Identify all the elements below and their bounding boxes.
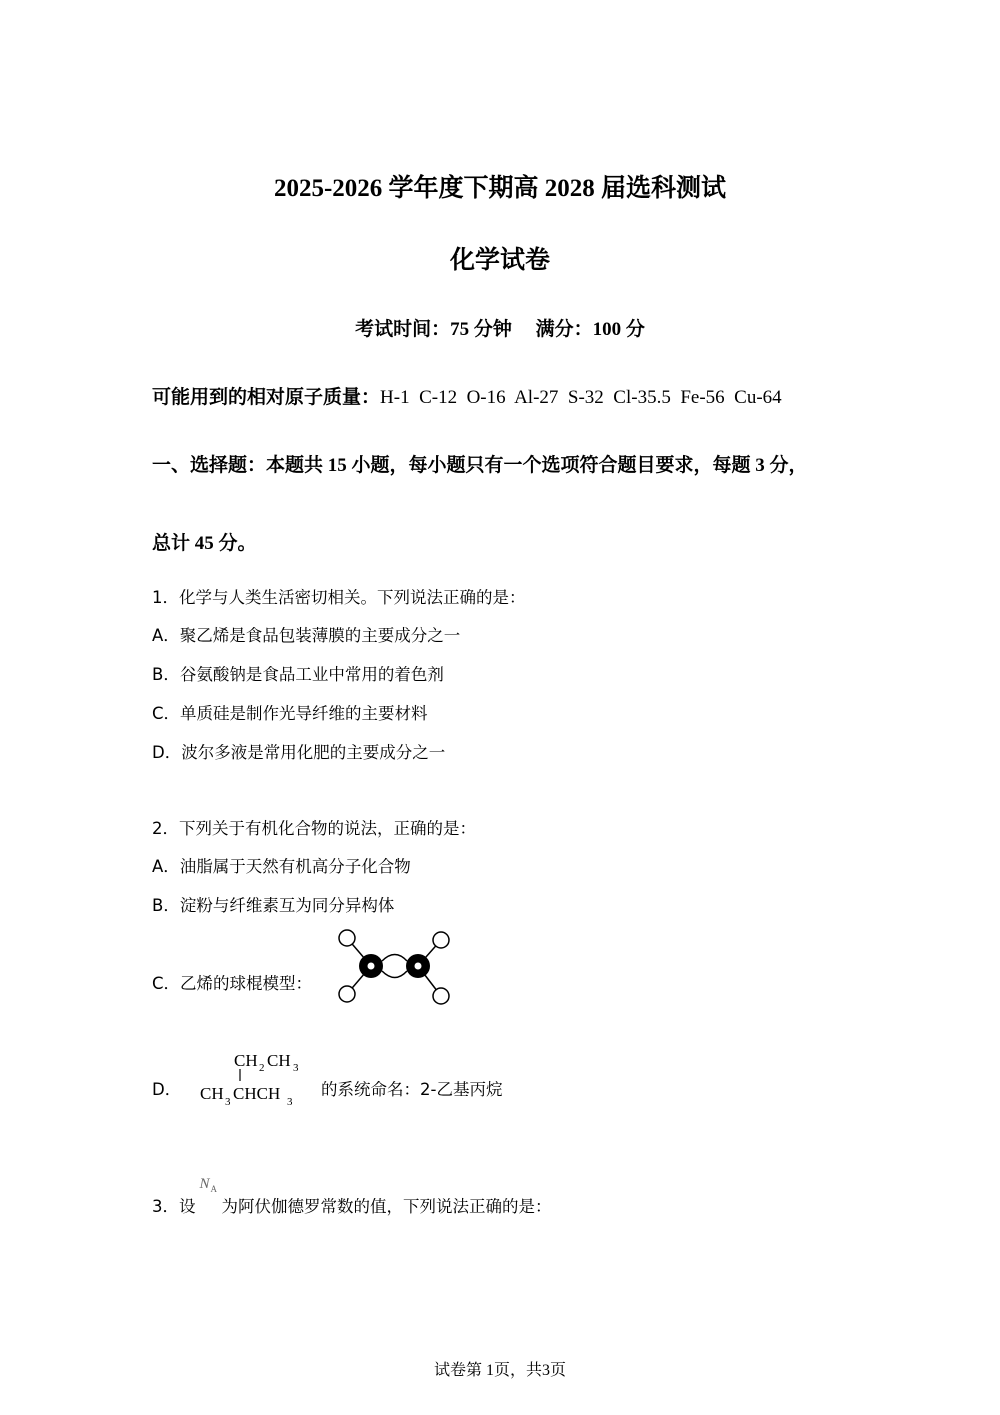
atomic-masses [152, 382, 782, 409]
formula-top-sub1: 2 [259, 1062, 265, 1074]
question-2-option-a: A．油脂属于天然有机高分子化合物 [152, 857, 411, 876]
question-1-option-a: A．聚乙烯是食品包装薄膜的主要成分之一 [152, 626, 461, 645]
question-1-option-c: C．单质硅是制作光导纤维的主要材料 [152, 704, 428, 723]
question-2-option-c: C．乙烯的球棍模型： [152, 974, 313, 993]
ethylene-ball-stick-model [330, 926, 460, 1010]
atomic-masses-values: H-1 C-12 O-16 Al-27 S-32 Cl-35.5 Fe-56 Cu-64 [380, 387, 782, 408]
exam-time: 考试时间：75 分钟 [355, 319, 512, 340]
question-1-option-b: B．谷氨酸钠是食品工业中常用的着色剂 [152, 665, 444, 684]
question-1-option-d: D．波尔多液是常用化肥的主要成分之一 [152, 743, 446, 762]
question-2-stem: 2．下列关于有机化合物的说法，正确的是： [152, 819, 476, 838]
question-1-stem: 1．化学与人类生活密切相关。下列说法正确的是： [152, 588, 526, 607]
structural-formula [196, 1046, 311, 1112]
exam-info [0, 314, 1000, 341]
question-3-prefix: 3．设 [152, 1197, 196, 1216]
section-heading-line2: 总计 45 分。 [152, 533, 257, 554]
na-main: N [199, 1176, 210, 1192]
section-heading-line1: 一、选择题：本题共 15 小题，每小题只有一个选项符合题目要求，每题 3 分， [152, 455, 808, 476]
question-2-option-d-text: 的系统命名：2-乙基丙烷 [321, 1080, 503, 1099]
formula-top-sub2: 3 [293, 1062, 299, 1074]
exam-subtitle: 化学试卷 [449, 247, 550, 274]
question-3-stem [152, 1176, 552, 1217]
question-2-option-b: B．淀粉与纤维素互为同分异构体 [152, 896, 395, 915]
question-2-option-d: D． [152, 1080, 182, 1099]
formula-top-ch: CH [234, 1051, 258, 1070]
formula-bottom-sub2: 3 [287, 1096, 293, 1108]
page-footer: 试卷第 1页，共3页 [433, 1362, 566, 1379]
formula-bottom-sub1: 3 [225, 1096, 231, 1108]
formula-bottom-chch: CHCH [233, 1084, 281, 1103]
question-3-suffix: 为阿伏伽德罗常数的值，下列说法正确的是： [221, 1197, 552, 1216]
formula-top-ch2: CH [267, 1051, 291, 1070]
na-symbol [196, 1176, 222, 1212]
formula-bottom-ch: CH [200, 1084, 224, 1103]
na-sub: A [210, 1184, 217, 1194]
atomic-masses-label: 可能用到的相对原子质量： [152, 387, 381, 408]
exam-title: 2025-2026 学年度下期高 2028 届选科测试 [273, 175, 727, 202]
full-score: 满分：100 分 [535, 319, 645, 340]
